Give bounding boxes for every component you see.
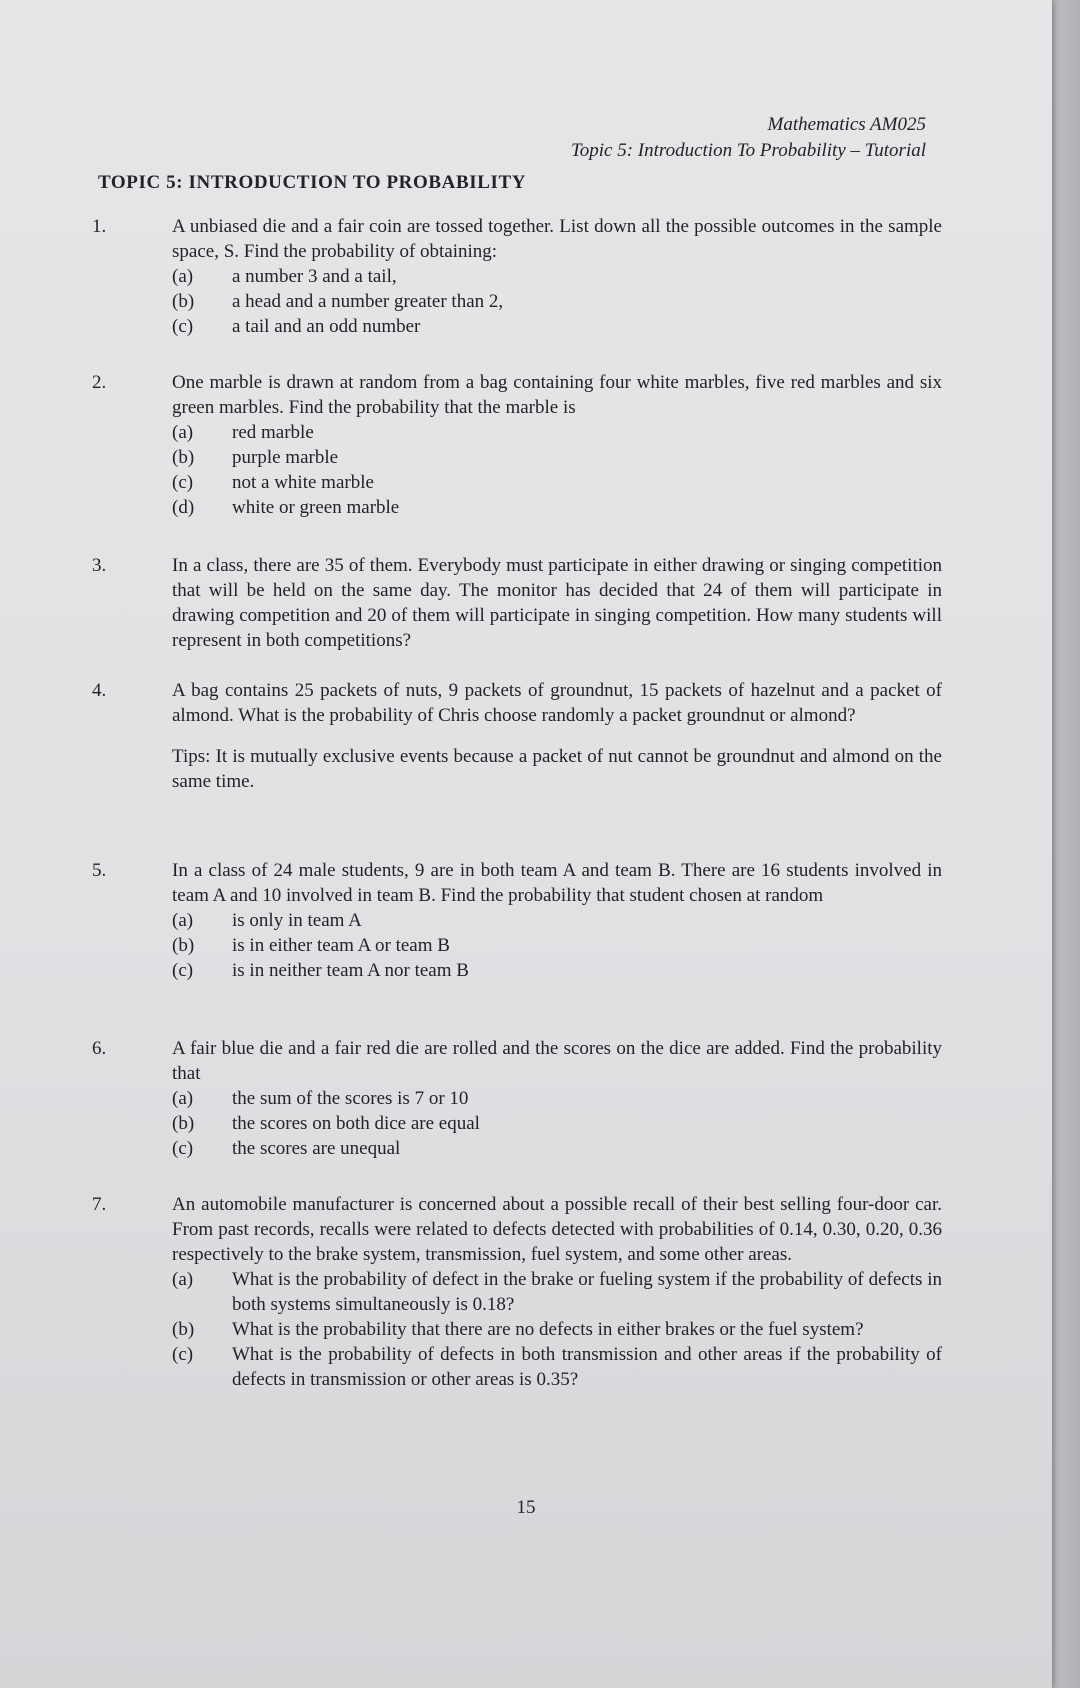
question-text: In a class, there are 35 of them. Everybody must participate in either drawing or singing competition that will be held on the same day. The monitor has decided that 24 of them will participate in drawing competition and 20 of them will participate in singing competition. How many students will represent in both competitions? xyxy=(172,555,942,651)
part-label: (d) xyxy=(172,497,195,518)
question-4 xyxy=(92,678,942,794)
question-3 xyxy=(92,553,942,653)
part-label: (c) xyxy=(172,960,194,981)
tips-note xyxy=(172,744,942,794)
part-text: white or green marble xyxy=(232,497,400,518)
question-parts xyxy=(172,420,942,520)
part-text: red marble xyxy=(232,422,314,443)
question-text: A fair blue die and a fair red die are rolled and the scores on the dice are added. Find the probability that xyxy=(172,1038,942,1084)
question-number: 2. xyxy=(92,372,107,393)
question-number: 7. xyxy=(92,1194,107,1215)
question-6 xyxy=(92,1036,942,1161)
course-header: Mathematics AM025 xyxy=(767,114,926,135)
question-part xyxy=(172,1317,942,1342)
question-part xyxy=(172,264,942,289)
question-part xyxy=(172,1086,942,1111)
question-number: 1. xyxy=(92,216,107,237)
part-text: not a white marble xyxy=(232,472,374,493)
question-5 xyxy=(92,858,942,983)
part-text: is only in team A xyxy=(232,910,362,931)
question-part xyxy=(172,314,942,339)
part-label: (b) xyxy=(172,447,195,468)
part-label: (b) xyxy=(172,1319,195,1340)
part-label: (a) xyxy=(172,1269,194,1290)
question-text: An automobile manufacturer is concerned about a possible recall of their best selling four-door car. From past records, recalls were related to defects detected with probabilities of 0.14, 0.30, 0.20, 0.36 respectively to the brake system, transmission, fuel system, and some other areas. xyxy=(172,1194,942,1265)
question-part xyxy=(172,289,942,314)
part-label: (a) xyxy=(172,266,194,287)
part-text: a tail and an odd number xyxy=(232,316,421,337)
question-part xyxy=(172,1267,942,1317)
part-label: (b) xyxy=(172,935,195,956)
question-7 xyxy=(92,1192,942,1392)
part-label: (b) xyxy=(172,1113,195,1134)
question-part xyxy=(172,445,942,470)
question-part xyxy=(172,1111,942,1136)
question-parts xyxy=(172,264,942,339)
question-part xyxy=(172,908,942,933)
question-part xyxy=(172,933,942,958)
part-text: a head and a number greater than 2, xyxy=(232,291,504,312)
question-number: 4. xyxy=(92,680,107,701)
question-part xyxy=(172,958,942,983)
part-text: What is the probability of defect in the brake or fueling system if the probability of defects in both systems simultaneously is 0.18? xyxy=(232,1269,942,1315)
part-text: the scores on both dice are equal xyxy=(232,1113,480,1134)
part-label: (a) xyxy=(172,910,194,931)
part-text: What is the probability of defects in both transmission and other areas if the probability of defects in transmission or other areas is 0.35? xyxy=(232,1344,942,1390)
question-number: 5. xyxy=(92,860,107,881)
part-label: (c) xyxy=(172,1138,194,1159)
part-text: What is the probability that there are no defects in either brakes or the fuel system? xyxy=(232,1319,864,1340)
question-1 xyxy=(92,214,942,339)
part-label: (a) xyxy=(172,422,194,443)
question-parts xyxy=(172,908,942,983)
topic-header: Topic 5: Introduction To Probability – Tutorial xyxy=(570,140,926,161)
part-text: purple marble xyxy=(232,447,339,468)
page-number: 15 xyxy=(516,1497,536,1518)
tips-text: It is mutually exclusive events because a packet of nut cannot be groundnut and almond on the same time. xyxy=(172,746,942,792)
question-part xyxy=(172,1342,942,1392)
question-2 xyxy=(92,370,942,520)
question-part xyxy=(172,1136,942,1161)
part-text: is in neither team A nor team B xyxy=(232,960,469,981)
part-label: (b) xyxy=(172,291,195,312)
part-label: (c) xyxy=(172,1344,194,1365)
question-part xyxy=(172,470,942,495)
question-part xyxy=(172,495,942,520)
tips-label: Tips: xyxy=(172,746,211,767)
question-number: 6. xyxy=(92,1038,107,1059)
question-number: 3. xyxy=(92,555,107,576)
question-text: A unbiased die and a fair coin are tossed together. List down all the possible outcomes in the sample space, S. Find the probability of obtaining: xyxy=(172,216,942,262)
question-text: In a class of 24 male students, 9 are in both team A and team B. There are 16 students involved in team A and 10 involved in team B. Find the probability that student chosen at random xyxy=(172,860,942,906)
question-text: One marble is drawn at random from a bag containing four white marbles, five red marbles and six green marbles. Find the probability that the marble is xyxy=(172,372,942,418)
question-parts xyxy=(172,1267,942,1392)
question-text: A bag contains 25 packets of nuts, 9 packets of groundnut, 15 packets of hazelnut and a packet of almond. What is the probability of Chris choose randomly a packet groundnut or almond? xyxy=(172,680,942,726)
part-text: the sum of the scores is 7 or 10 xyxy=(232,1088,469,1109)
question-parts xyxy=(172,1086,942,1161)
part-label: (a) xyxy=(172,1088,194,1109)
part-text: a number 3 and a tail, xyxy=(232,266,397,287)
part-label: (c) xyxy=(172,316,194,337)
page-title: TOPIC 5: INTRODUCTION TO PROBABILITY xyxy=(98,172,527,193)
part-label: (c) xyxy=(172,472,194,493)
question-part xyxy=(172,420,942,445)
part-text: the scores are unequal xyxy=(232,1138,401,1159)
part-text: is in either team A or team B xyxy=(232,935,450,956)
